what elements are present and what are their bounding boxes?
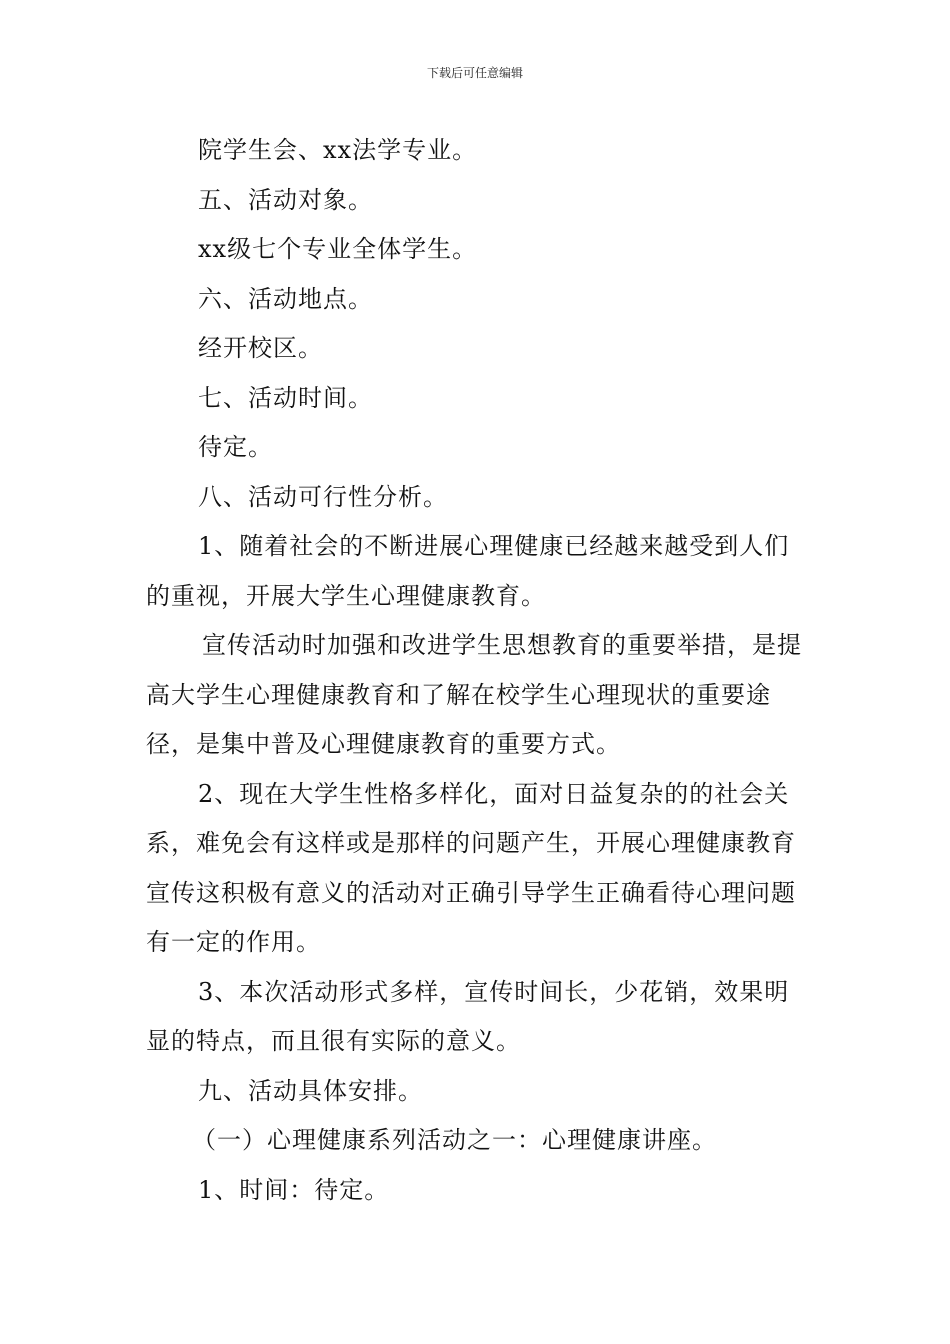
heading-lecture: （一）心理健康系列活动之一：心理健康讲座。 [192,1126,717,1154]
paragraph-feasibility-2: 2、现在大学生性格多样化，面对日益复杂的的社会关系，难免会有这样或是那样的问题产生，开展心理健康教育宣传这积极有意义的活动对正确引导学生正确看待心理问题有一定的作用。 [146,779,796,956]
page-header-note: 下载后可任意编辑 [426,66,523,80]
paragraph-feasibility-publicity: 宣传活动时加强和改进学生思想教育的重要举措，是提高大学生心理健康教育和了解在校学生心理现状的重要途径，是集中普及心理健康教育的重要方式。 [146,631,802,758]
paragraph-activity-time: 待定。 [198,433,273,461]
paragraph-activity-target: xx级七个专业全体学生。 [198,235,478,263]
paragraph-feasibility-3: 3、本次活动形式多样，宣传时间长，少花销，效果明显的特点，而且很有实际的意义。 [146,977,790,1055]
paragraph-activity-location: 经开校区。 [198,334,323,362]
paragraph-feasibility-1: 1、随着社会的不断进展心理健康已经越来越受到人们的重视，开展大学生心理健康教育。 [146,532,790,610]
paragraph-organizers: 院学生会、xx法学专业。 [198,136,478,164]
heading-feasibility: 八、活动可行性分析。 [198,482,448,511]
paragraph-lecture-time: 1、时间：待定。 [198,1175,390,1204]
heading-activity-time: 七、活动时间。 [198,383,373,412]
heading-activity-target: 五、活动对象。 [198,185,373,214]
heading-activity-location: 六、活动地点。 [198,284,373,313]
heading-arrangements: 九、活动具体安排。 [198,1076,423,1105]
document-body [146,126,808,1215]
